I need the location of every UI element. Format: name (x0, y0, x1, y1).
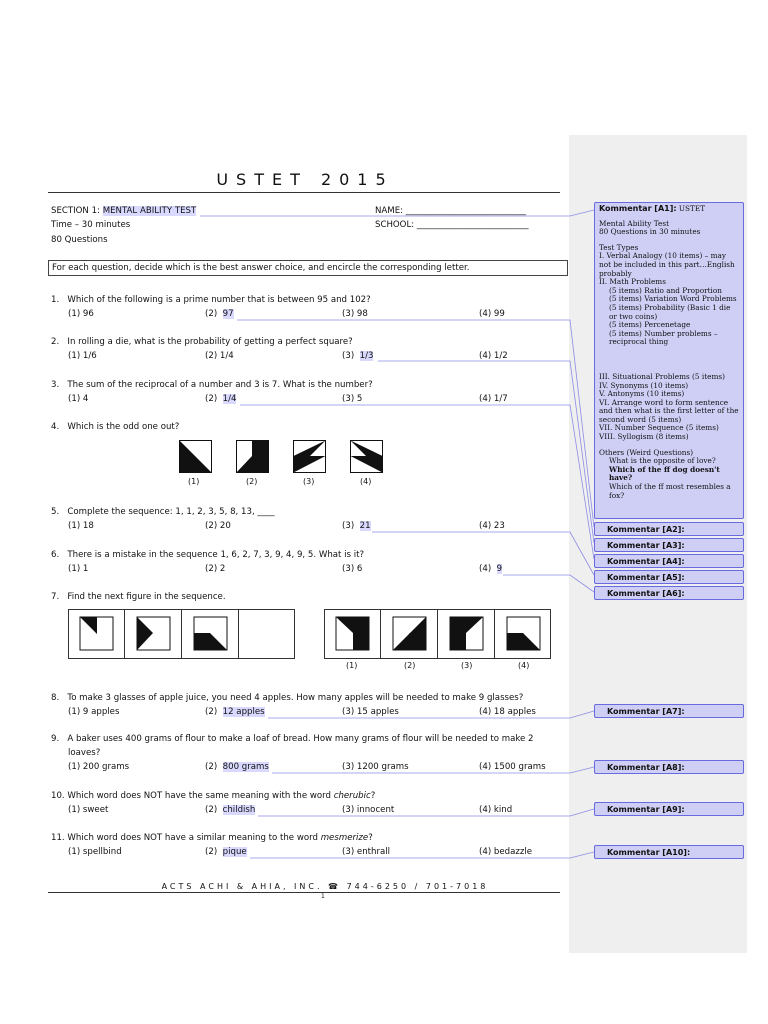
comment-a5[interactable]: Kommentar [A5]: (594, 570, 744, 584)
choice[interactable]: (1) 1/6 (68, 351, 97, 361)
choice[interactable]: (3) 21 (342, 521, 371, 531)
choice[interactable]: (3) 98 (342, 309, 368, 319)
comment-a2[interactable]: Kommentar [A2]: (594, 522, 744, 536)
choice[interactable]: (1) 200 grams (68, 762, 130, 772)
choice[interactable]: (3) 5 (342, 394, 363, 404)
choice[interactable]: (1) spellbind (68, 847, 122, 857)
footer-text: ACTS ACHI & AHIA, INC. ☎ 744-6250 / 701-7018 (161, 882, 489, 891)
question-1: 1. Which of the following is a prime number that is between 95 and 102? (51, 295, 371, 305)
choice[interactable]: (2) 97 (205, 309, 234, 319)
choice[interactable]: (2) childish (205, 805, 256, 815)
question-9-cont: loaves? (68, 748, 101, 758)
choice[interactable]: (1) 96 (68, 309, 94, 319)
comment-a9[interactable]: Kommentar [A9]: (594, 802, 744, 816)
choice[interactable]: (3) enthrall (342, 847, 391, 857)
choice[interactable]: (3) 1200 grams (342, 762, 409, 772)
choice[interactable]: (1) 1 (68, 564, 89, 574)
choice[interactable]: (2) 12 apples (205, 707, 265, 717)
figure-label: (4) (360, 477, 372, 486)
figure-label: (1) (188, 477, 200, 486)
choice[interactable]: (2) pique (205, 847, 247, 857)
section-line: SECTION 1: MENTAL ABILITY TEST (51, 206, 197, 216)
name-field[interactable]: NAME: ____________________________ (375, 206, 527, 216)
page-number: 1 (321, 893, 325, 900)
choice[interactable]: (4) kind (479, 805, 513, 815)
choice[interactable]: (4) 99 (479, 309, 505, 319)
section-name: MENTAL ABILITY TEST (102, 206, 197, 216)
choice[interactable]: (4) bedazzle (479, 847, 533, 857)
choice[interactable]: (4) 1500 grams (479, 762, 546, 772)
choice[interactable]: (2) 2 (205, 564, 226, 574)
choice[interactable]: (1) 9 apples (68, 707, 120, 717)
choice[interactable]: (4) 1/7 (479, 394, 508, 404)
question-6: 6. There is a mistake in the sequence 1, 6, 2, 7, 3, 9, 4, 9, 5. What is it? (51, 550, 365, 560)
choice[interactable]: (4) 9 (479, 564, 503, 574)
choice[interactable]: (2) 1/4 (205, 351, 234, 361)
questions-count: 80 Questions (51, 235, 108, 245)
choice[interactable]: (2) 800 grams (205, 762, 269, 772)
choice[interactable]: (1) 18 (68, 521, 94, 531)
comment-a8[interactable]: Kommentar [A8]: (594, 760, 744, 774)
comment-a10[interactable]: Kommentar [A10]: (594, 845, 744, 859)
choice[interactable]: (3) 15 apples (342, 707, 399, 717)
question-5: 5. Complete the sequence: 1, 1, 2, 3, 5, 8, 13, ____ (51, 507, 275, 517)
school-field[interactable]: SCHOOL: __________________________ (375, 220, 529, 230)
figure-label: (1) (346, 661, 358, 670)
question-7: 7. Find the next figure in the sequence. (51, 592, 226, 602)
instruction-box: For each question, decide which is the best answer choice, and encircle the corresponding letter. (48, 260, 568, 276)
question-3: 3. The sum of the reciprocal of a number and 3 is 7. What is the number? (51, 380, 373, 390)
figure-label: (4) (518, 661, 530, 670)
comment-a1[interactable]: Kommentar [A1]: USTET Mental Ability Test 80 Questions in 30 minutes Test Types I. Verbal Analogy (10 items) – may not be included in this part…English probably II. Math Problems (5 items) Ratio and Proportion (5 items) Variation Word Problems (5 items) Probability (Basic 1 die or two coins) (5 items) Percenetage (5 items) Number problems – reciprocal thing III. Situational Problems (5 items) IV. Synonyms (10 items) V. Antonyms (10 items) VI. Arrange word to form sentence and then what is the first letter of the second word (5 items) VII. Number Sequence (5 items) VIII. Syllogism (8 items) Others (Weird Questions) What is the opposite of love? Which of the ff dog doesn't have? Which of the ff most resembles a fox? (594, 202, 744, 519)
figure-label: (3) (461, 661, 473, 670)
figure-label: (2) (246, 477, 258, 486)
question-4: 4. Which is the odd one out? (51, 422, 180, 432)
choice[interactable]: (2) 20 (205, 521, 231, 531)
choice[interactable]: (1) sweet (68, 805, 109, 815)
page-title: USTET 2015 (216, 170, 394, 189)
choice[interactable]: (3) innocent (342, 805, 395, 815)
figure-label: (2) (404, 661, 416, 670)
question-2: 2. In rolling a die, what is the probability of getting a perfect square? (51, 337, 353, 347)
comment-a3[interactable]: Kommentar [A3]: (594, 538, 744, 552)
time-text: Time – 30 minutes (51, 220, 131, 230)
choice[interactable]: (4) 18 apples (479, 707, 536, 717)
choice[interactable]: (3) 6 (342, 564, 363, 574)
choice[interactable]: (1) 4 (68, 394, 89, 404)
question-8: 8. To make 3 glasses of apple juice, you need 4 apples. How many apples will be needed to make 9 glasses? (51, 693, 524, 703)
figure-label: (3) (303, 477, 315, 486)
comment-a6[interactable]: Kommentar [A6]: (594, 586, 744, 600)
question-11: 11. Which word does NOT have a similar meaning to the word mesmerize? (51, 833, 373, 843)
choice[interactable]: (3) 1/3 (342, 351, 374, 361)
comment-a7[interactable]: Kommentar [A7]: (594, 704, 744, 718)
choice[interactable]: (4) 1/2 (479, 351, 508, 361)
comment-a4[interactable]: Kommentar [A4]: (594, 554, 744, 568)
choice[interactable]: (2) 1/4 (205, 394, 237, 404)
question-10: 10. Which word does NOT have the same meaning with the word cherubic? (51, 791, 376, 801)
choice[interactable]: (4) 23 (479, 521, 505, 531)
question-9: 9. A baker uses 400 grams of flour to make a loaf of bread. How many grams of flour will be needed to make 2 (51, 734, 534, 744)
